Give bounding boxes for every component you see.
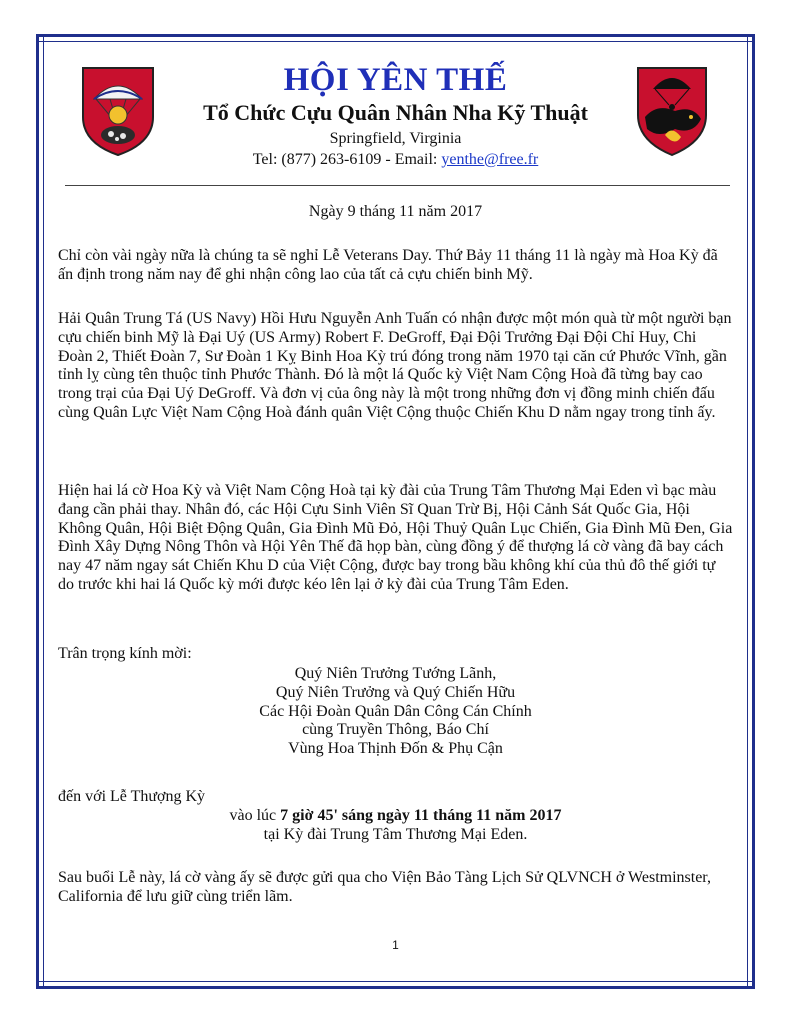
paragraph-closing: Sau buổi Lễ này, lá cờ vàng ấy sẽ được gửi qua cho Viện Bảo Tàng Lịch Sử QLVNCH ở Westminster, California để lưu giữ cùng triển lãm. [58, 869, 711, 905]
organization-subtitle: Tổ Chức Cựu Quân Nhân Nha Kỹ Thuật [203, 100, 588, 125]
page-number: 1 [392, 938, 399, 952]
organization-title: HỘI YÊN THẾ [283, 62, 508, 98]
event-details [55, 807, 736, 845]
header-divider [65, 185, 730, 186]
organization-city: Springfield, Virginia [329, 130, 462, 147]
paragraph-flag-replacement: Hiện hai lá cờ Hoa Kỳ và Việt Nam Cộng Hoà tại kỳ đài của Trung Tâm Thương Mại Eden vì bạc màu đang cần phải thay. Nhân đó, các Hội Cựu Sinh Viên Sĩ Quan Trừ Bị, Hội Cảnh Sát Quốc Gia, Hội Không Quân, Hội Biệt Động Quân, Gia Đình Mũ Đỏ, Hội Thuỷ Quân Lục Chiến, Gia Đình Mũ Đen, Gia Đình Xây Dựng Nông Thôn và Hội Yên Thế đã họp bàn, cùng đồng ý để thượng lá cờ vàng đã bay cách nay 47 năm ngay sát Chiến Khu D của Việt Cộng, được bay trong bầu không khí của thủ đô thế giới tự do trước khi hai lá Quốc kỳ mới được kéo lên lại ở kỳ đài của Trung Tâm Eden. [58, 482, 733, 593]
letter-date: Ngày 9 tháng 11 năm 2017 [308, 203, 483, 220]
contact-phone: Tel: (877) 263-6109 - Email: [252, 151, 442, 168]
letter-page [55, 55, 736, 970]
contact-line [55, 151, 736, 169]
border-corner [747, 981, 755, 989]
email-link[interactable]: yenthe@free.fr [441, 151, 539, 168]
paragraph-flag-gift: Hải Quân Trung Tá (US Navy) Hồi Hưu Nguyễn Anh Tuấn có nhận được một món quà từ một người bạn cựu chiến binh Mỹ là Đại Uý (US Army) Robert F. DeGroff, Đại Đội Trưởng Đại Đội Chỉ Huy, Chi Đoàn 2, Thiết Đoàn 7, Sư Đoàn 1 Kỵ Binh Hoa Kỳ trú đóng trong năm 1970 tại căn cứ Phước Vĩnh, gần tỉnh lỵ cùng tên thuộc tỉnh Phước Thành. Đó là một lá Quốc kỳ Việt Nam Cộng Hoà đã từng bay cao trong trại của Đại Uý DeGroff. Và đơn vị của ông này là một trong những đơn vị đồng minh chiến đấu cùng Quân Lực Việt Nam Cộng Hoà đánh quân Việt Cộng thuộc Chiến Khu D nằm ngay trong tỉnh ấy. [58, 310, 732, 421]
guest-line: Các Hội Đoàn Quân Dân Công Cán Chính [259, 702, 532, 720]
event-location: tại Kỳ đài Trung Tâm Thương Mại Eden. [263, 825, 528, 843]
guest-list [55, 665, 736, 759]
event-intro: đến với Lễ Thượng Kỳ [58, 788, 206, 805]
border-corner [36, 34, 44, 42]
event-time-prefix: vào lúc [229, 807, 281, 824]
border-corner [747, 34, 755, 42]
event-time-bold: 7 giờ 45' sáng ngày 11 tháng 11 năm 2017 [280, 807, 562, 824]
border-corner [36, 981, 44, 989]
paragraph-veterans-day: Chỉ còn vài ngày nữa là chúng ta sẽ nghỉ Lễ Veterans Day. Thứ Bảy 11 tháng 11 là ngày mà Hoa Kỳ đã ấn định trong năm nay để ghi nhận công lao của tất cả cựu chiến binh Mỹ. [58, 247, 718, 283]
event-time [55, 807, 736, 826]
guest-line: Quý Niên Trưởng và Quý Chiến Hữu [275, 683, 516, 701]
invitation-opening: Trân trọng kính mời: [58, 645, 192, 662]
guest-line: cùng Truyền Thông, Báo Chí [302, 721, 489, 739]
guest-line: Vùng Hoa Thịnh Đốn & Phụ Cận [288, 740, 503, 758]
guest-line: Quý Niên Trưởng Tướng Lãnh, [294, 665, 497, 682]
